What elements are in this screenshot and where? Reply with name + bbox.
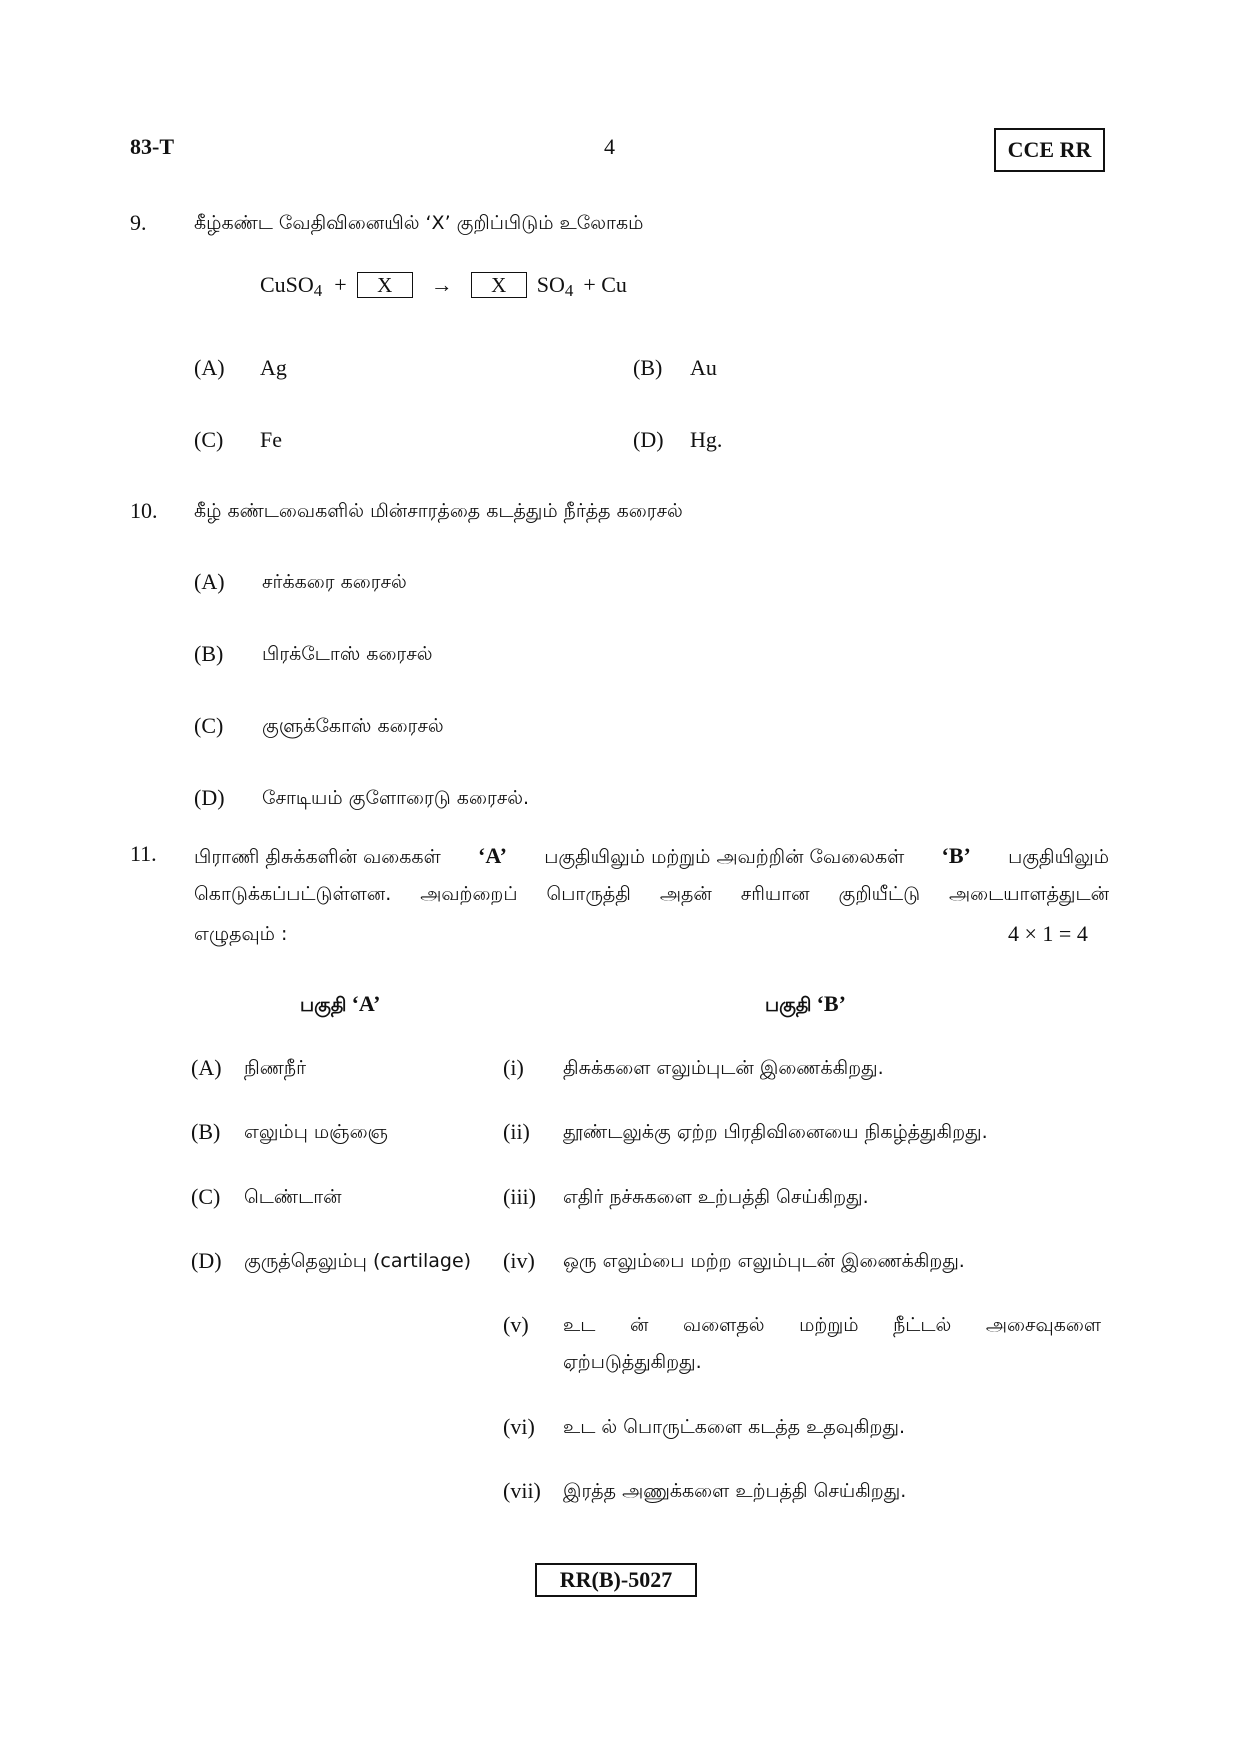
q11-line2: கொடுக்கப்பட்டுள்ளன. அவற்றைப் பொருத்தி அதன் சரியான குறியீட்டு அடையாளத்துடன் (194, 883, 1109, 905)
eq-x1-box: X (357, 272, 413, 298)
col-b-item-iv-label: (iv) (503, 1248, 535, 1273)
q9-option-b-label: (B) (633, 355, 663, 380)
col-b-item-v-text: உட ன் வளைதல் மற்றும் நீட்டல் அசைவுகளை (563, 1314, 1101, 1336)
eq-plus1: + (334, 272, 347, 297)
q10-option-d-text: சோடியம் குளோரைடு கரைசல். (262, 787, 530, 809)
col-b-item-vii-text: இரத்த அணுக்களை உற்பத்தி செய்கிறது. (563, 1480, 907, 1502)
q10-option-d-label: (D) (194, 785, 225, 810)
paper-code: 83-T (130, 134, 174, 159)
col-a-item-b-label: (B) (191, 1119, 221, 1144)
q11-line1-part-c: பகுதியிலும் (1008, 846, 1109, 868)
col-b-item-vi-text: உட ல் பொருட்களை கடத்த உதவுகிறது. (563, 1416, 905, 1438)
q9-option-d-label: (D) (633, 427, 664, 452)
col-b-heading-prefix: பகுதி (765, 994, 812, 1016)
col-b-item-ii-label: (ii) (503, 1119, 530, 1144)
q11-number: 11. (130, 841, 157, 866)
col-a-item-a-text: நிணநீர் (244, 1057, 307, 1079)
col-b-item-v-text-cont: ஏற்படுத்துகிறது. (563, 1351, 702, 1373)
col-b-item-ii-text: தூண்டலுக்கு ஏற்ற பிரதிவினையை நிகழ்த்துகிறது. (563, 1121, 988, 1143)
eq-reactant: CuSO (260, 272, 314, 297)
col-a-item-c-label: (C) (191, 1184, 221, 1209)
q11-line1-part-b: பகுதியிலும் மற்றும் அவற்றின் வேலைகள் (544, 846, 905, 868)
q11-line1-A-label: ‘A’ (478, 843, 507, 868)
q10-option-a-label: (A) (194, 569, 225, 594)
q11-line1-B-label: ‘B’ (941, 843, 971, 868)
col-b-item-iii-text: எதிர் நச்சுகளை உற்பத்தி செய்கிறது. (563, 1186, 869, 1208)
q9-equation (260, 272, 627, 298)
col-b-item-vi-label: (vi) (503, 1414, 535, 1439)
q10-option-c-text: குளுக்கோஸ் கரைசல் (262, 715, 444, 737)
col-a-item-d-text: குருத்தெலும்பு (cartilage) (244, 1250, 472, 1272)
q10-option-c-label: (C) (194, 713, 224, 738)
eq-product: SO (536, 272, 565, 297)
q9-option-b-text: Au (690, 355, 717, 380)
col-b-item-vii-label: (vii) (503, 1478, 541, 1503)
eq-x2-box: X (471, 272, 527, 298)
page-number: 4 (604, 134, 615, 159)
q10-option-b-label: (B) (194, 641, 224, 666)
col-b-heading (765, 991, 846, 1019)
q9-text: கீழ்கண்ட வேதிவினையில் ‘X’ குறிப்பிடும் உலோகம் (194, 212, 644, 234)
q10-option-a-text: சர்க்கரை கரைசல் (262, 571, 407, 593)
q10-number: 10. (130, 498, 158, 523)
eq-plus2: + Cu (583, 272, 627, 297)
eq-sub1: 4 (313, 281, 323, 300)
col-a-item-a-label: (A) (191, 1055, 222, 1080)
q10-option-b-text: பிரக்டோஸ் கரைசல் (262, 643, 433, 665)
eq-sub2: 4 (564, 281, 574, 300)
q9-option-d-text: Hg. (690, 427, 723, 452)
col-a-item-c-text: டெண்டான் (244, 1186, 342, 1208)
col-a-item-b-text: எலும்பு மஞ்ஞை (244, 1121, 388, 1143)
q9-option-c-label: (C) (194, 427, 224, 452)
q9-option-c-text: Fe (260, 427, 282, 452)
col-a-heading (300, 991, 381, 1019)
cce-badge: CCE RR (994, 128, 1105, 172)
col-b-heading-label: ‘B’ (816, 991, 846, 1016)
q11-line1 (194, 843, 1109, 871)
footer-code-box: RR(B)-5027 (535, 1563, 697, 1597)
col-a-heading-prefix: பகுதி (300, 994, 347, 1016)
q11-line3: எழுதவும் : (194, 923, 288, 945)
col-b-item-i-text: திசுக்களை எலும்புடன் இணைக்கிறது. (563, 1057, 884, 1079)
col-b-item-i-label: (i) (503, 1055, 524, 1080)
col-b-item-v-label: (v) (503, 1312, 529, 1337)
col-a-heading-label: ‘A’ (351, 991, 381, 1016)
q10-text: கீழ் கண்டவைகளில் மின்சாரத்தை கடத்தும் நீர்த்த கரைசல் (194, 500, 683, 522)
col-b-item-iv-text: ஒரு எலும்பை மற்ற எலும்புடன் இணைக்கிறது. (563, 1250, 965, 1272)
col-a-item-d-label: (D) (191, 1248, 222, 1273)
eq-arrow: → (430, 272, 453, 297)
q9-option-a-text: Ag (260, 355, 287, 380)
col-b-item-iii-label: (iii) (503, 1184, 536, 1209)
q11-marks: 4 × 1 = 4 (1008, 921, 1088, 946)
q11-line1-part-a: பிராணி திசுக்களின் வகைகள் (194, 846, 441, 868)
q9-number: 9. (130, 210, 147, 235)
q9-option-a-label: (A) (194, 355, 225, 380)
